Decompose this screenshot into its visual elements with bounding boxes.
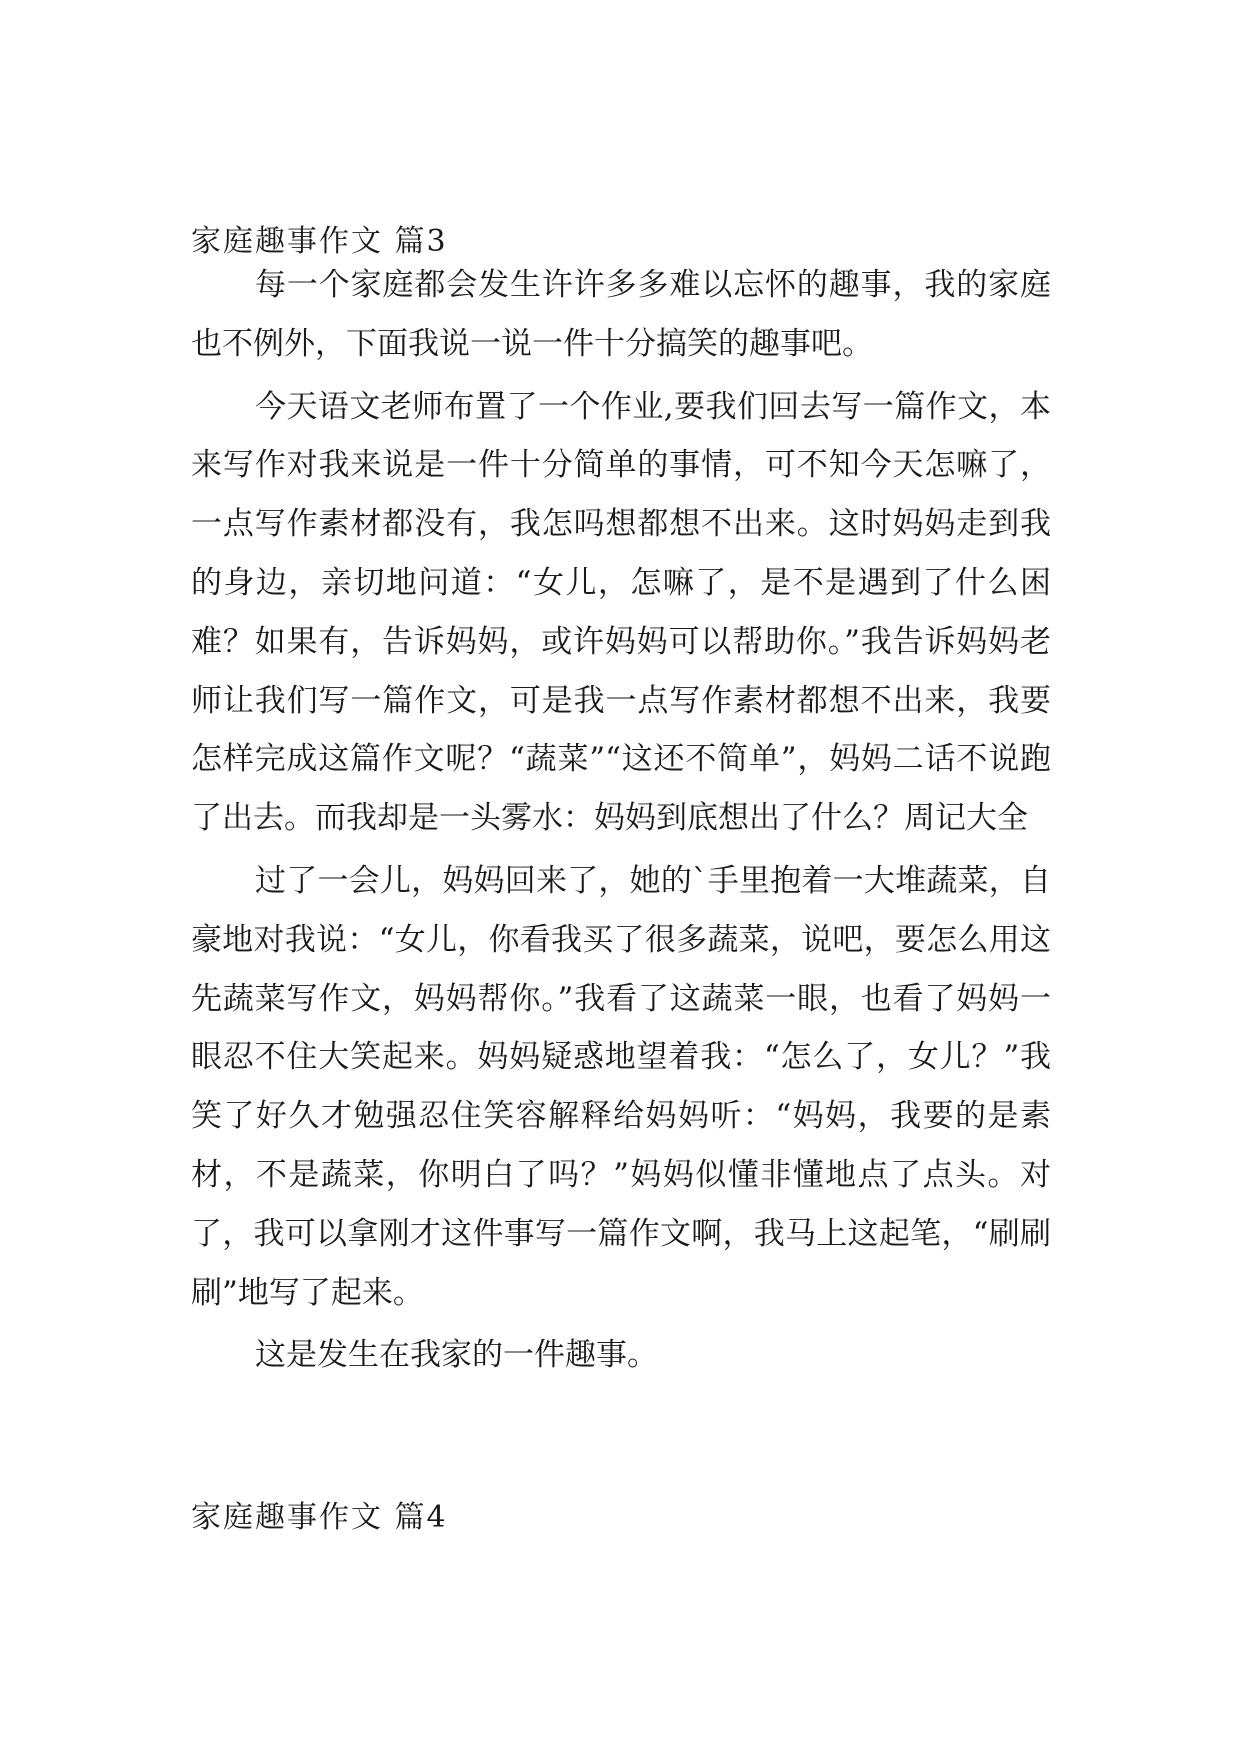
paragraph: 这是发生在我家的一件趣事。 xyxy=(255,1337,658,1374)
paragraph: 过了一会儿，妈妈回来了，她的`手里抱着一大堆蔬菜，自豪地对我说：“女儿，你看我买了很多蔬菜，说吧，要怎么用这先蔬菜写作文，妈妈帮你。”我看了这蔬菜一眼，也看了妈妈一眼忍不住大笑起来。妈妈疑惑地望着我：“怎么了，女儿？”我笑了好久才勉强忍住笑容解释给妈妈听：“妈妈，我要的是素材，不是蔬菜，你明白了吗？”妈妈似懂非懂地点了点头。对了，我可以拿刚才这件事写一篇作文啊，我马上这起笔，“刷刷刷”地写了起来。 xyxy=(191,862,1051,1311)
section-heading: 家庭趣事作文 篇4 xyxy=(191,1500,448,1535)
paragraph: 每一个家庭都会发生许许多多难以忘怀的趣事，我的家庭也不例外，下面我说一说一件十分搞笑的趣事吧。 xyxy=(191,267,1051,362)
section-heading: 家庭趣事作文 篇3 xyxy=(191,224,448,259)
paragraph: 今天语文老师布置了一个作业,要我们回去写一篇作文，本来写作对我来说是一件十分简单的事情，可不知今天怎嘛了，一点写作素材都没有，我怎吗想都想不出来。这时妈妈走到我的身边，亲切地问道：“女儿，怎嘛了，是不是遇到了什么困难？如果有，告诉妈妈，或许妈妈可以帮助你。”我告诉妈妈老师让我们写一篇作文，可是我一点写作素材都想不出来，我要怎样完成这篇作文呢？“蔬菜”“这还不简单”，妈妈二话不说跑了出去。而我却是一头雾水：妈妈到底想出了什么？周记大全 xyxy=(191,388,1051,837)
essay-body xyxy=(191,256,1051,1385)
